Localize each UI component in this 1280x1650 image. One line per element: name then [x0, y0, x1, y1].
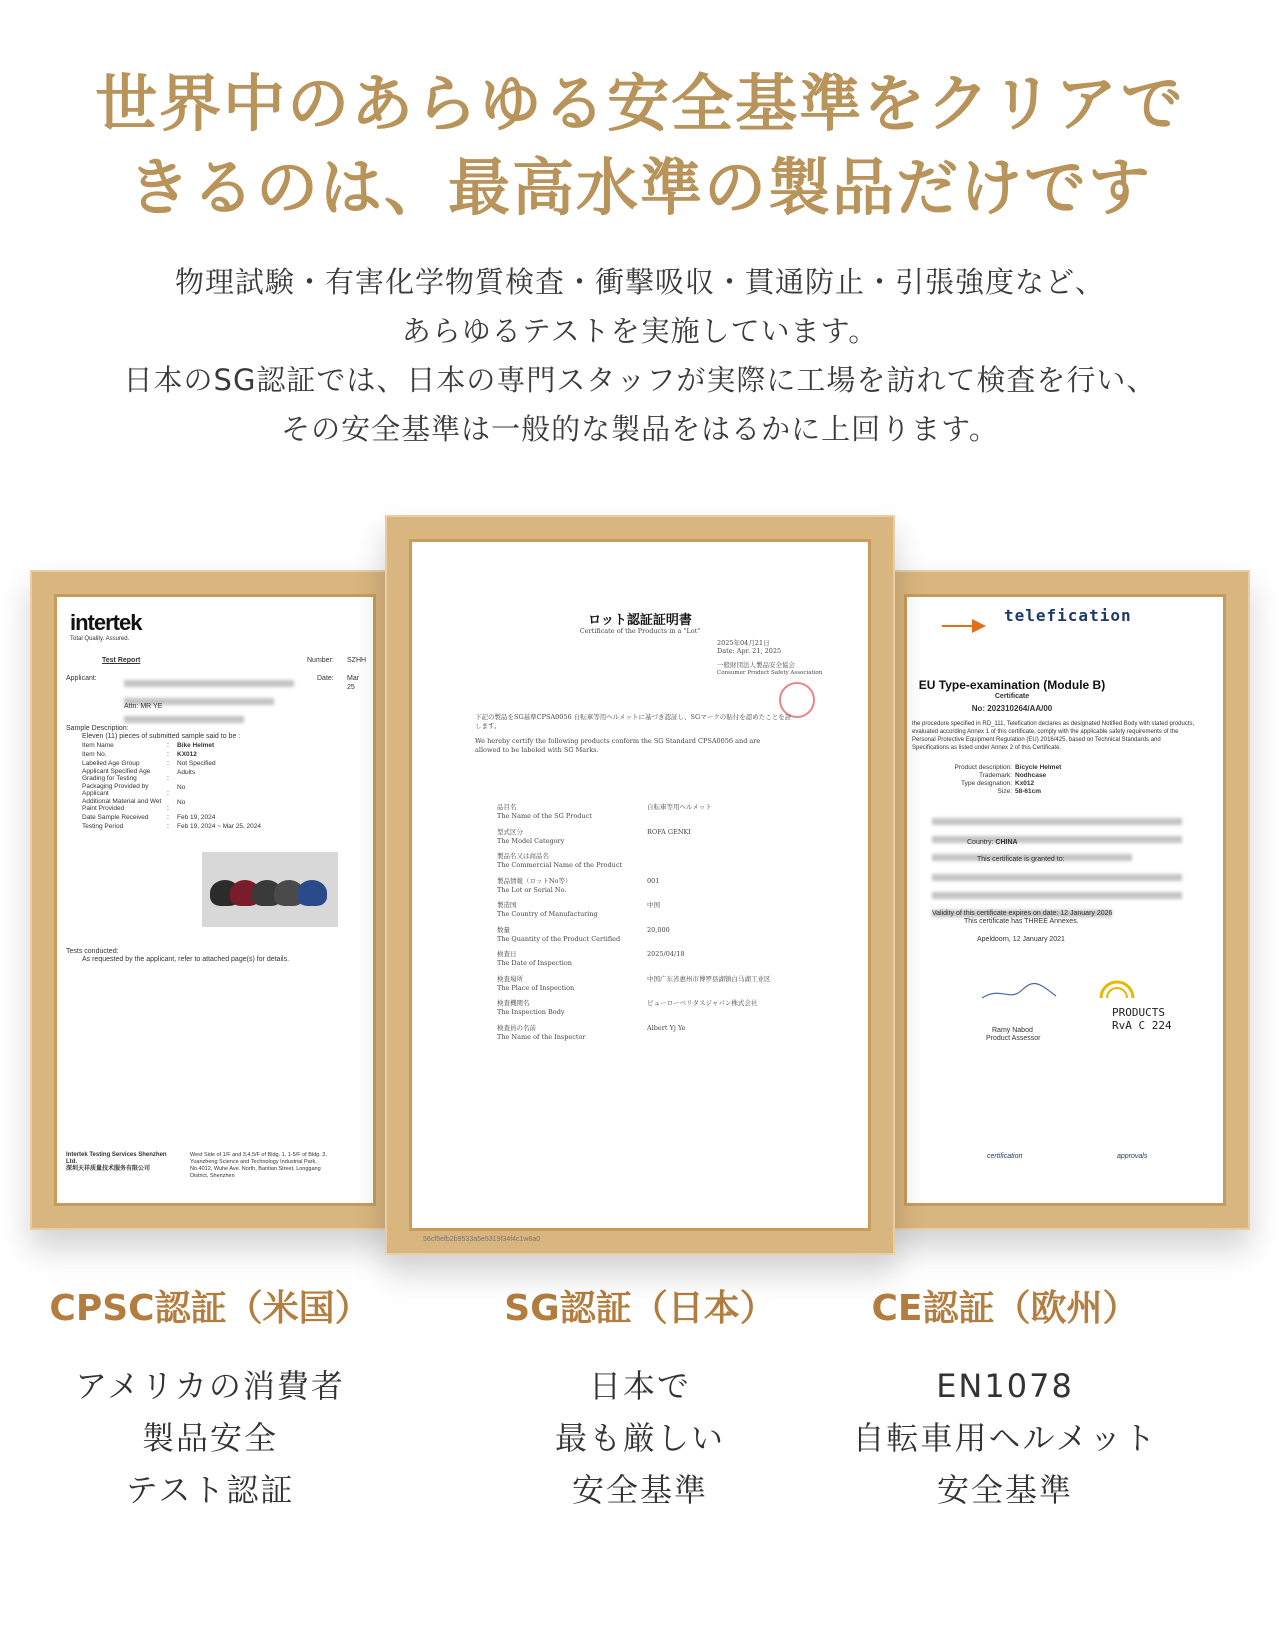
telefication-logo: telefication: [1004, 606, 1132, 625]
rva-products: PRODUCTS: [1112, 1006, 1165, 1019]
intertek-test-report: [62, 602, 368, 1198]
sg-detail-key: 検査場所: [497, 974, 523, 983]
sg-detail-value: 2025/04/18: [647, 950, 685, 958]
desc-sg: 日本で 最も厳しい 安全基準: [554, 1367, 725, 1509]
place-date: Apeldoorn, 12 January 2021: [977, 936, 1065, 943]
headline-line-1: 世界中のあらゆる安全基準をクリアで: [95, 67, 1185, 140]
tests-conducted-label: Tests conducted:: [66, 948, 119, 955]
sample-field-value: KX012: [177, 751, 197, 758]
validity-text: Validity of this certificate expires on date: 12 January 2026: [932, 910, 1113, 917]
number-label: Number:: [307, 657, 334, 664]
sg-certificate-frame: [385, 515, 895, 1255]
helmet-photo: [202, 852, 338, 927]
sample-field-value: No: [177, 799, 186, 806]
footer-company: Intertek Testing Services Shenzhen Ltd. 深圳天祥质量技术服务有限公司: [66, 1152, 167, 1172]
product-field-key: Size:: [997, 788, 1012, 795]
country-label: Country:: [967, 839, 994, 846]
sample-description-label: Sample Description:: [66, 725, 129, 732]
attn: Attn: MR YE: [124, 703, 163, 710]
certification-body-en: We hereby certify the following products conform the SG Standard CPSA0056 and are allowed to be labeled with SG Marks.: [475, 737, 761, 754]
certificate-number: No: 202310264/AA/00: [971, 704, 1053, 713]
product-field-value: Kx012: [1015, 780, 1035, 787]
signer-name: Ramy Nabod: [992, 1027, 1033, 1034]
sg-detail-key-en: The Model Category: [497, 836, 565, 845]
signer-title: Product Assessor: [986, 1035, 1041, 1042]
ce-certificate-frame: [880, 570, 1250, 1230]
sg-detail-key: 製品情報（ロットNo等）: [497, 876, 572, 885]
intro-line-4: その安全基準は一般的な製品をはるかに上回ります。: [281, 412, 999, 446]
sg-detail-key: 検査員の名前: [497, 1023, 536, 1032]
colon: :: [167, 814, 169, 821]
sg-detail-key-en: The Lot or Serial No.: [497, 885, 567, 894]
sample-field-row: [82, 798, 382, 813]
colon: :: [167, 775, 169, 782]
product-field-key: Trademark:: [979, 772, 1012, 779]
sample-field-key: Testing Period: [82, 823, 124, 830]
intro-line-2: あらゆるテストを実施しています。: [401, 314, 879, 348]
colon: :: [167, 760, 169, 767]
rva-logo-icon: [1097, 970, 1137, 1002]
product-field-key: Product description:: [954, 764, 1012, 771]
sg-certificate-subtitle: Certificate of the Products in a "Lot": [579, 627, 701, 635]
certificate-intro: the procedure specified in RD_111, Telefication declares as designated Notified Body with stated products, evaluated according Annex 1 of this certificate, comply with the applicable safety requirements of the Personal Protective Equipment Regulation (EU) 2016/425, based on Technical Standards and Specifications as listed under Annex 2 of this Certificate.: [912, 721, 1195, 751]
intro-line-1: 物理試験・有害化学物質検査・衝撃吸収・貫通防止・引張強度など、: [174, 265, 1105, 299]
sample-fields: [82, 741, 382, 831]
sample-field-value: Adults: [177, 769, 196, 776]
date-label: Date:: [317, 675, 334, 682]
rva-code: RvA C 224: [1112, 1019, 1172, 1032]
footer-address: West Side of 1/F and 3,4,5/F of Bldg. 1, 1-5/F of Bldg. 3, Yuanzheng Science and Technology Industrial Park, No.4012, Wuhe Ave. North, Bantian Street, Longgang District, Shenzhen: [190, 1152, 327, 1179]
sg-detail-key-en: The Commercial Name of the Product: [497, 861, 623, 869]
sg-detail-value: 自転車等用ヘルメット: [647, 803, 712, 811]
sample-field-key: Applicant Specified Age Grading for Testing: [82, 768, 151, 782]
sample-field-row: [82, 741, 382, 750]
desc-cpsc: アメリカの消費者 製品安全 テスト認証: [75, 1367, 345, 1509]
sample-field-row: [82, 750, 382, 759]
applicant-redacted: [124, 674, 294, 728]
sample-field-value: Feb 19, 2024: [177, 814, 216, 821]
colon: :: [167, 742, 169, 749]
sample-field-value: Bike Helmet: [177, 742, 215, 749]
issue-date: 2025年04月21日: [717, 639, 770, 647]
telefication-certificate: [912, 602, 1218, 1198]
sample-field-value: Not Specified: [177, 760, 216, 767]
granted-text: This certificate is granted to:: [977, 856, 1065, 863]
label-sg: SG認証（日本）: [504, 1288, 776, 1329]
sg-lot-certificate: [417, 547, 863, 1243]
footer-approvals: approvals: [1117, 1153, 1148, 1160]
sg-detail-key-en: The Name of the Inspector: [497, 1032, 586, 1041]
date-value: Mar 25: [347, 675, 360, 691]
product-field-row: [932, 772, 1182, 780]
sample-line: Eleven (11) pieces of submitted sample said to be :: [82, 733, 241, 740]
cpsc-certificate-frame: [30, 570, 400, 1230]
headline-line-2: きるのは、最高水準の製品だけです: [127, 151, 1152, 224]
sg-detail-key-en: The Name of the SG Product: [497, 812, 592, 820]
label-ce: CE認証（欧州）: [871, 1288, 1139, 1329]
report-label: Test Report: [102, 657, 141, 664]
sg-detail-key-en: The Country of Manufacturing: [497, 910, 598, 918]
intertek-logo: intertek Total Quality. Assured.: [70, 610, 142, 642]
sg-detail-key: 検査機関名: [497, 999, 530, 1007]
label-cpsc: CPSC認証（米国）: [49, 1288, 371, 1329]
sg-detail-value: 中国广东省惠州市博罗县湖镇白马湖工业区: [647, 974, 771, 983]
applicant-label: Applicant:: [66, 675, 97, 682]
footer-certification: certification: [987, 1153, 1023, 1160]
product-field-row: [932, 764, 1182, 772]
sg-detail-key: 製造国: [497, 901, 517, 909]
sg-detail-key-en: The Inspection Body: [497, 1008, 565, 1016]
signature-image: [980, 980, 1060, 1009]
sample-field-key: Item No.: [82, 751, 107, 758]
sample-field-key: Item Name: [82, 742, 114, 749]
sample-field-key: Date Sample Received: [82, 814, 149, 821]
issuer-name: 一般財団法人製品安全協会: [717, 661, 795, 669]
product-fields: [932, 764, 1182, 796]
sg-detail-key-en: The Quantity of the Product Certified: [497, 934, 621, 943]
product-field-value: Nodhcase: [1015, 772, 1047, 779]
product-field-value: Bicycle Helmet: [1015, 764, 1062, 771]
certification-body-jp: 下記の製品をSG基準CPSA0056 自転車等用ヘルメットに基づき認証し、SGマークの貼付を認めたことを証します。: [475, 713, 792, 730]
product-field-key: Type designation:: [961, 780, 1012, 787]
sg-detail-key: 品目名: [497, 803, 517, 811]
sg-detail-key: 検査日: [497, 950, 517, 958]
issuer-name-en: Consumer Product Safety Association: [717, 670, 823, 676]
certification-labels: [0, 1280, 1280, 1340]
sample-field-row: [82, 759, 382, 768]
sample-field-key: Labelled Age Group: [82, 760, 140, 767]
colon: :: [167, 751, 169, 758]
sg-detail-value: 001: [647, 876, 660, 885]
sg-detail-value: 20,000: [647, 925, 670, 934]
intro-text: [0, 258, 1280, 454]
sample-field-row: [82, 822, 382, 831]
sg-detail-key: 型式区分: [497, 827, 523, 836]
desc-ce: EN1078 自転車用ヘルメット 安全基準: [852, 1367, 1158, 1509]
tests-conducted-text: As requested by the applicant, refer to attached page(s) for details.: [82, 956, 290, 963]
intro-line-3: 日本のSG認証では、日本の専門スタッフが実際に工場を訪れて検査を行い、: [123, 363, 1157, 397]
number-value: SZHH: [347, 657, 367, 664]
sample-field-value: Feb 19, 2024 ~ Mar 25, 2024: [177, 823, 262, 830]
product-field-row: [932, 780, 1182, 788]
sg-detail-key: 製品名又は商品名: [497, 852, 549, 860]
sg-detail-key-en: The Date of Inspection: [497, 959, 572, 967]
headline: [0, 62, 1280, 230]
sg-detail-value: ROFA GENKI: [647, 827, 691, 836]
sample-field-key: Packaging Provided by Applicant: [82, 783, 149, 797]
colon: :: [167, 805, 169, 812]
sg-detail-key-en: The Place of Inspection: [497, 983, 575, 992]
sg-detail-value: 中国: [647, 901, 660, 909]
sample-field-value: No: [177, 784, 186, 791]
sample-field-row: [82, 783, 382, 798]
certificate-word: Certificate: [994, 693, 1030, 700]
country-value: CHINA: [995, 839, 1018, 846]
sg-detail-key: 数量: [497, 925, 510, 934]
eu-title: EU Type-examination (Module B): [918, 678, 1106, 692]
telefication-arrow-icon: [942, 616, 982, 630]
sample-field-row: [82, 768, 382, 783]
sample-field-key: Additional Material and Wet Paint Provided: [82, 798, 162, 812]
product-field-value: 58-61cm: [1015, 788, 1042, 795]
annexes-text: This certificate has THREE Annexes.: [964, 918, 1079, 925]
colon: :: [167, 823, 169, 830]
issue-date-en: Date: Apr. 21, 2025: [717, 647, 782, 655]
product-field-row: [932, 788, 1182, 796]
certificate-hash: 56cf5efb2b9533a5e5319f34f4c1w8a0: [423, 1236, 541, 1243]
sg-detail-value: ビューローベリタスジャパン株式会社: [647, 999, 758, 1007]
colon: :: [167, 790, 169, 797]
sg-detail-value: Albert Yj Ye: [647, 1023, 686, 1032]
sg-certificate-title: ロット認証証明書: [588, 613, 692, 628]
sample-field-row: [82, 813, 382, 822]
